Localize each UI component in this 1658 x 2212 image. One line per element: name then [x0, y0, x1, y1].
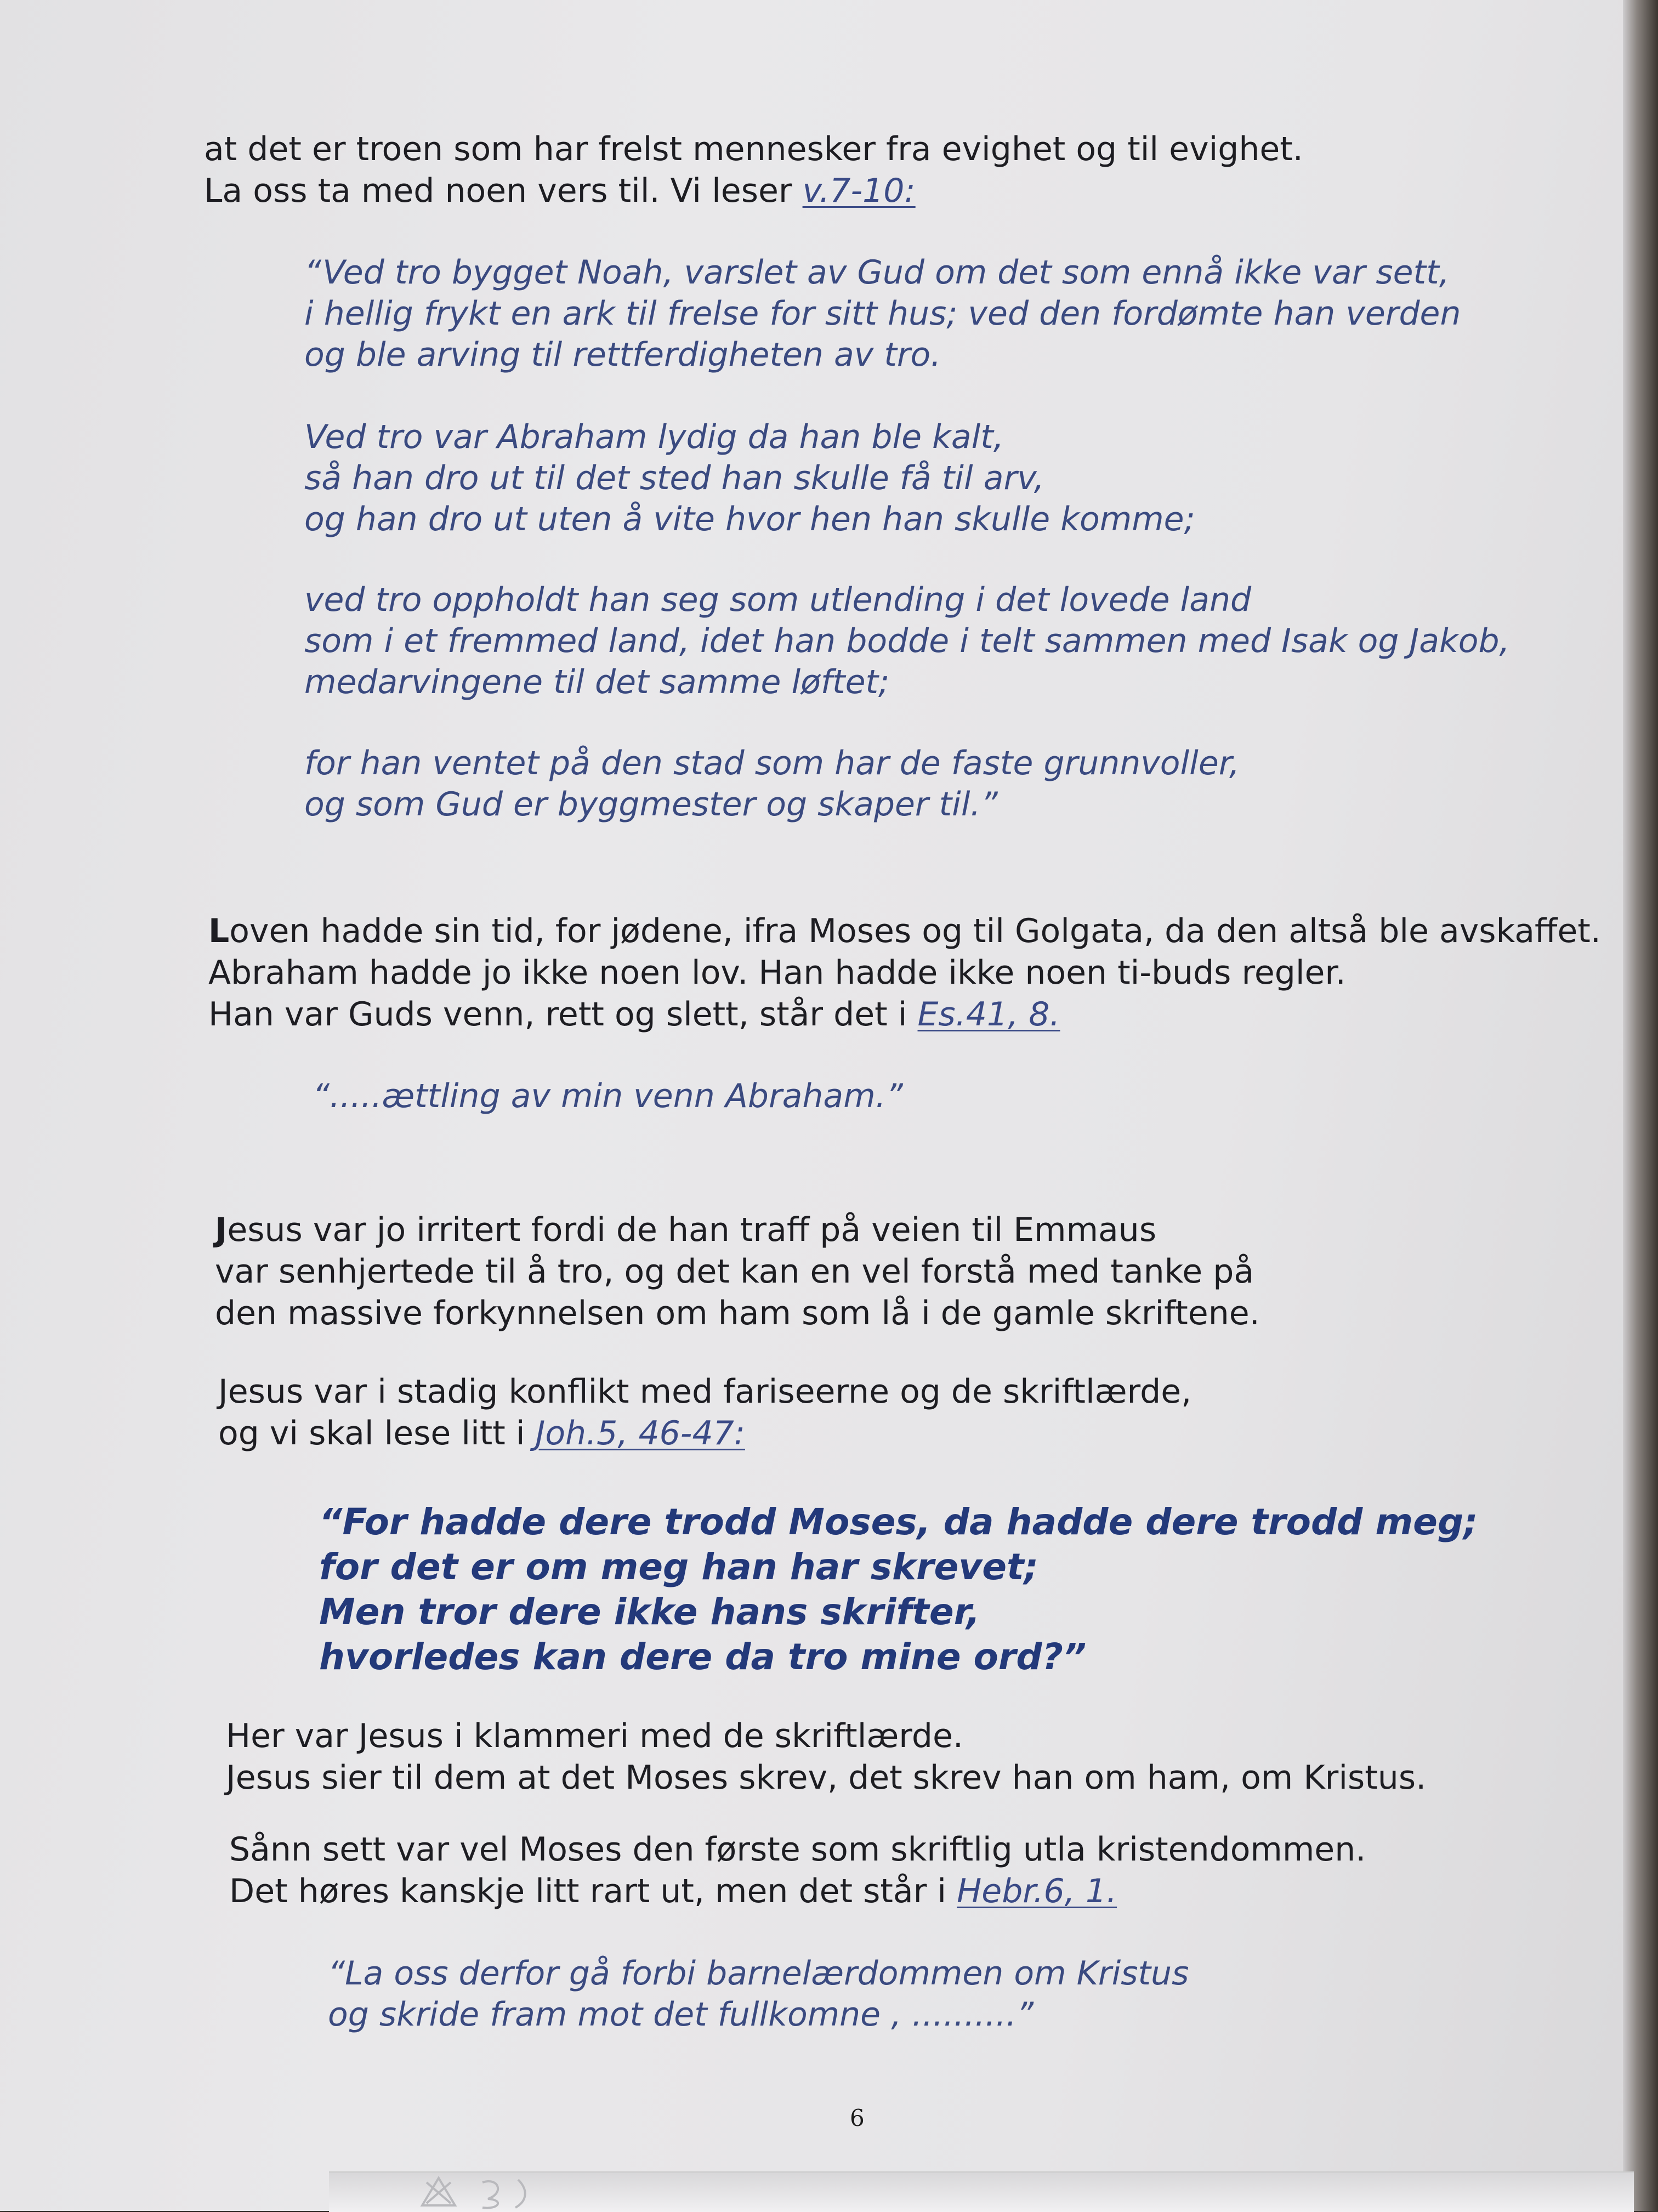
quote-line: “La oss derfor gå forbi barnelærdommen om Kristus — [328, 1954, 1189, 1993]
initial-letter: L — [208, 912, 230, 950]
quote-stanza-2 — [304, 417, 1195, 540]
verse-reference-link[interactable]: Hebr.6, 1. — [957, 1872, 1117, 1910]
page-number: 6 — [850, 2105, 865, 2131]
quote-stanza-1 — [304, 252, 1461, 376]
paragraph-klammeri — [226, 1715, 1426, 1799]
paragraph-line: den massive forkynnelsen om ham som lå i de gamle skriftene. — [215, 1294, 1260, 1332]
quote-line: hvorledes kan dere da tro mine ord?” — [319, 1636, 1087, 1678]
quote-line: ved tro oppholdt han seg som utlending i det lovede land — [304, 581, 1252, 619]
paragraph-jesus-conflict — [218, 1371, 1191, 1454]
quote-line: og som Gud er byggmester og skaper til.” — [304, 785, 998, 824]
quote-line: Ved tro var Abraham lydig da han ble kalt, — [304, 418, 1004, 456]
paragraph-line: Loven hadde sin tid, for jødene, ifra Moses og til Golgata, da den altså ble avskaffet. — [208, 912, 1601, 950]
handwritten-mark-icon — [417, 2171, 581, 2211]
quote-line: i hellig frykt en ark til frelse for sitt hus; ved den fordømte han verden — [304, 294, 1461, 333]
page-edge-shadow — [1623, 0, 1658, 2211]
quote-line: så han dro ut til det sted han skulle få til arv, — [304, 459, 1044, 497]
quote-line: for han ventet på den stad som har de faste grunnvoller, — [304, 744, 1240, 782]
paragraph-jesus-emmaus — [215, 1209, 1260, 1334]
paragraph-line: Jesus sier til dem at det Moses skrev, det skrev han om ham, om Kristus. — [226, 1759, 1427, 1797]
paragraph-line: Her var Jesus i klammeri med de skriftlærde. — [226, 1717, 963, 1755]
quote-stanza-4 — [304, 743, 1240, 825]
quote-stanza-3 — [304, 580, 1510, 703]
quote-line: medarvingene til det samme løftet; — [304, 663, 890, 701]
quote-line: og ble arving til rettferdigheten av tro. — [304, 336, 941, 374]
intro-line-1: at det er troen som har frelst mennesker fra evighet og til evighet. — [204, 130, 1303, 168]
paragraph-line: Det høres kanskje litt rart ut, men det står i Hebr.6, 1. — [229, 1872, 1117, 1910]
quote-hebrews — [328, 1953, 1189, 2035]
paragraph-loven — [208, 910, 1601, 1035]
quote-line: “For hadde dere trodd Moses, da hadde dere trodd meg; — [319, 1501, 1478, 1543]
intro-line-2-text: La oss ta med noen vers til. Vi leser — [204, 172, 803, 210]
quote-line: Men tror dere ikke hans skrifter, — [319, 1591, 980, 1633]
verse-reference-link[interactable]: Es.41, 8. — [917, 995, 1060, 1034]
paragraph-line: Jesus var i stadig konflikt med fariseerne og de skriftlærde, — [218, 1372, 1192, 1411]
paragraph-line: Sånn sett var vel Moses den første som skriftlig utla kristendommen. — [229, 1830, 1366, 1869]
intro-line-2 — [204, 170, 916, 212]
paragraph-moses — [229, 1829, 1366, 1912]
quote-line: og skride fram mot det fullkomne , ..........” — [328, 1995, 1034, 2034]
quote-line: og han dro ut uten å vite hvor hen han skulle komme; — [304, 500, 1195, 538]
paragraph-line: Abraham hadde jo ikke noen lov. Han hadde ikke noen ti-buds regler. — [208, 954, 1346, 992]
quote-line: for det er om meg han har skrevet; — [319, 1546, 1039, 1588]
paragraph-line: var senhjertede til å tro, og det kan en vel forstå med tanke på — [215, 1252, 1254, 1291]
quote-john — [319, 1500, 1478, 1680]
quote-abraham: “.....ættling av min venn Abraham.” — [313, 1077, 903, 1115]
verse-reference-link[interactable]: Joh.5, 46-47: — [535, 1414, 746, 1453]
quote-line: “Ved tro bygget Noah, varslet av Gud om det som ennå ikke var sett, — [304, 253, 1450, 292]
paragraph-line: Han var Guds venn, rett og slett, står det i Es.41, 8. — [208, 995, 1060, 1034]
paragraph-line: og vi skal lese litt i Joh.5, 46-47: — [218, 1414, 746, 1453]
paragraph-line: Jesus var jo irritert fordi de han traff på veien til Emmaus — [215, 1211, 1157, 1249]
quote-line: som i et fremmed land, idet han bodde i telt sammen med Isak og Jakob, — [304, 622, 1510, 660]
initial-letter: J — [215, 1211, 228, 1249]
verse-reference-link[interactable]: v.7-10: — [802, 172, 916, 210]
